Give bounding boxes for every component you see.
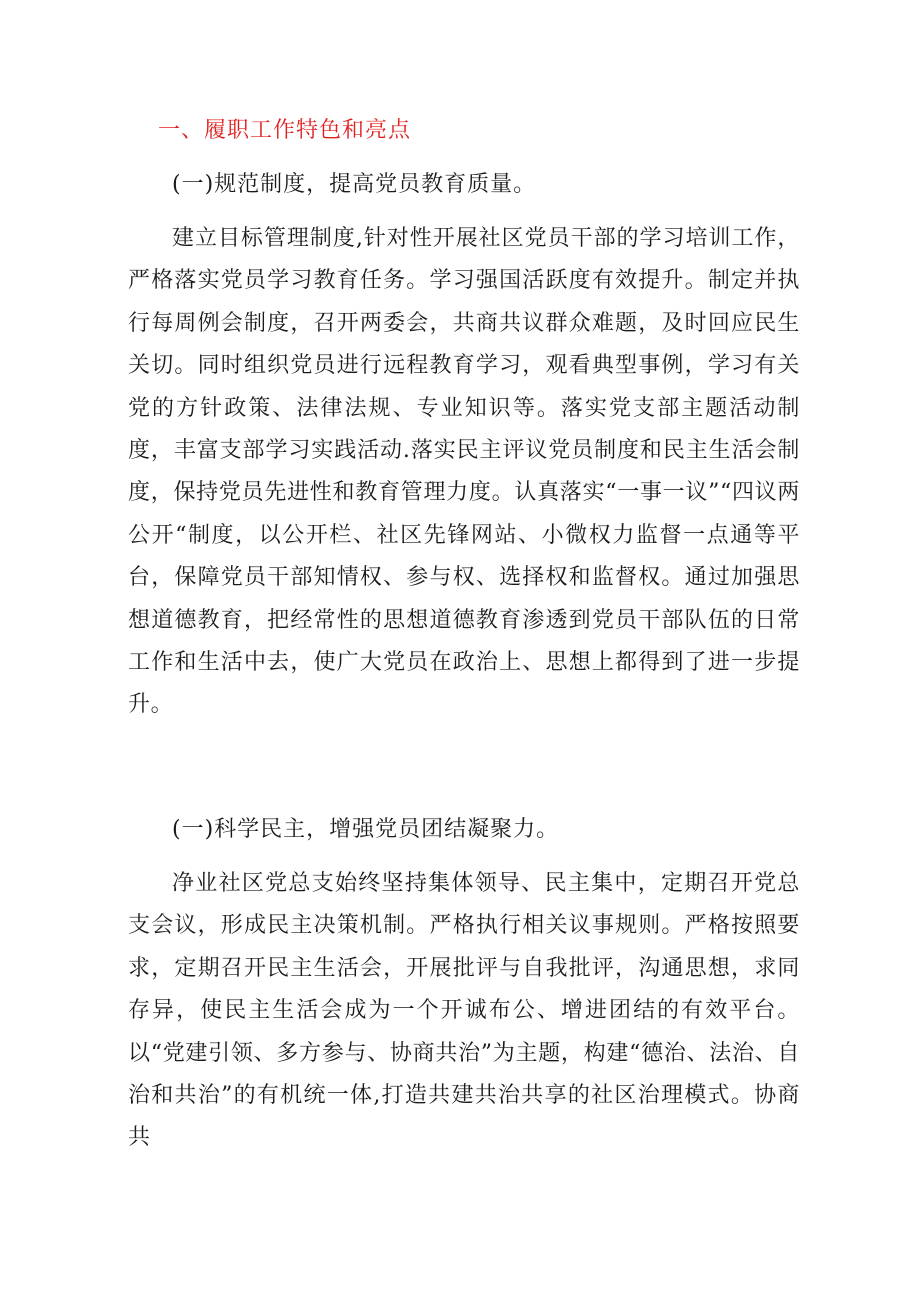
section-heading: 一、履职工作特色和亮点 (158, 118, 412, 143)
subsection-body-1: 建立目标管理制度,针对性开展社区党员干部的学习培训工作，严格落实党员学习教育任务。学习强国活跃度有效提升。制定并执行每周例会制度，召开两委会，共商共议群众难题，及时回应民生关切。同时组织党员进行远程教育学习，观看典型事例，学习有关党的方针政策、法律法规、专业知识等。落实党支部主题活动制度，丰富支部学习实践活动.落实民主评议党员制度和民主生活会制度，保持党员先进性和教育管理力度。认真落实“一事一议”“四议两公开“制度，以公开栏、社区先锋网站、小微权力监督一点通等平台，保障党员干部知情权、参与权、选择权和监督权。通过加强思想道德教育，把经常性的思想道德教育渗透到党员干部队伍的日常工作和生活中去，使广大党员在政治上、思想上都得到了进一步提升。 (128, 226, 800, 718)
subsection-body-2: 净业社区党总支始终坚持集体领导、民主集中，定期召开党总支会议，形成民主决策机制。严格执行相关议事规则。严格按照要求，定期召开民主生活会，开展批评与自我批评，沟通思想，求同存异，使民主生活会成为一个开诚布公、增进团结的有效平台。以“党建引领、多方参与、协商共治”为主题，构建“德治、法治、自治和共治”的有机统一体,打造共建共治共享的社区治理模式。协商共 (128, 871, 800, 1151)
subsection-title-2: (一)科学民主，增强党员团结凝聚力。 (172, 817, 560, 842)
subsection-title-1: (一)规范制度，提高党员教育质量。 (172, 172, 537, 197)
